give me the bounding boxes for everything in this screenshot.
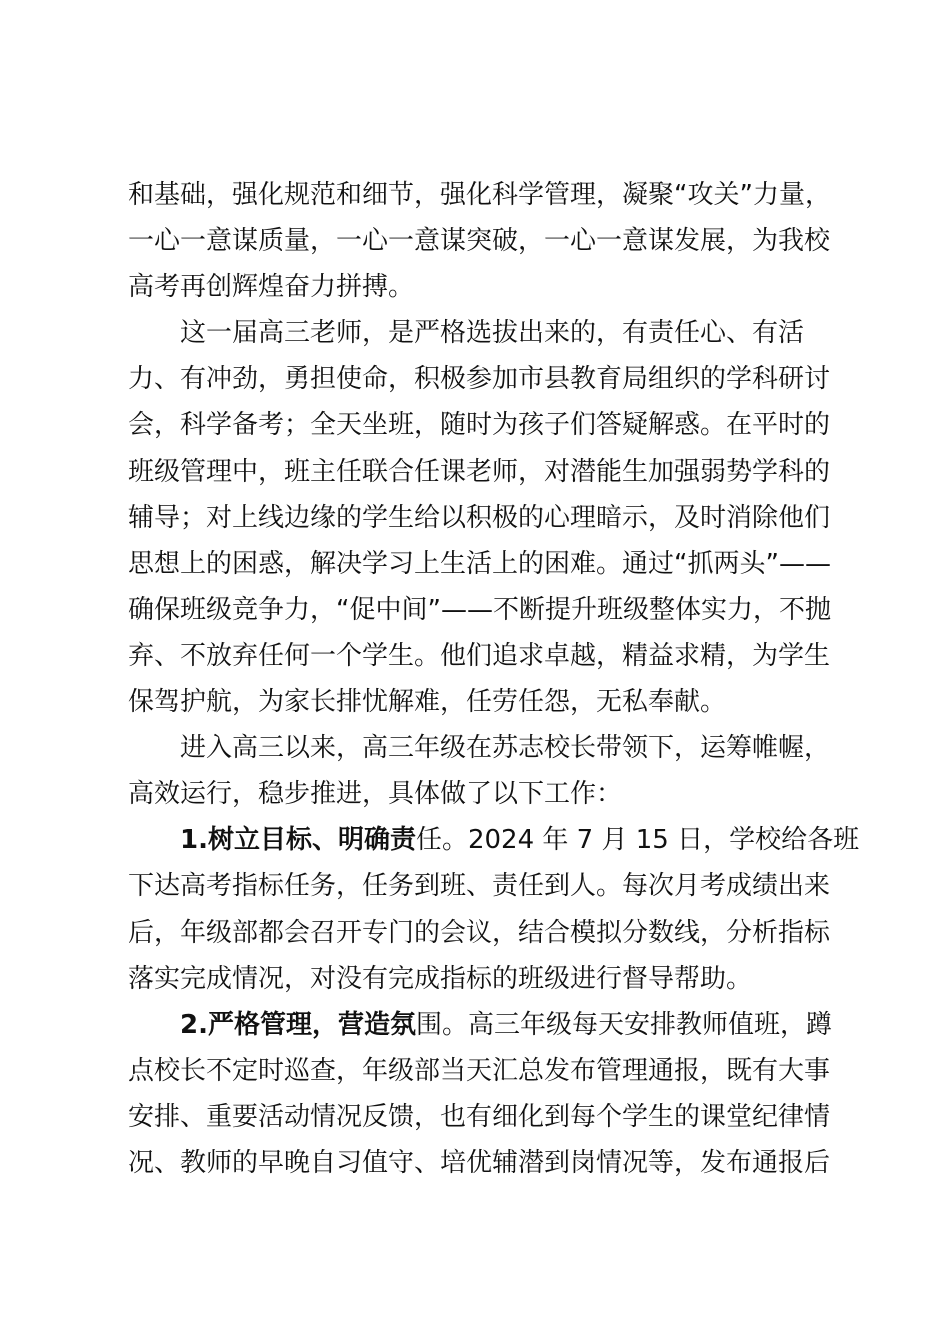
- text-line: [128, 817, 860, 863]
- document-body: [128, 172, 860, 1186]
- paragraph-intro-work: [128, 725, 831, 817]
- paragraph-item-1: [128, 817, 860, 1001]
- text-line: 下达高考指标任务，任务到班、责任到人。每次月考成绩出来: [128, 871, 831, 902]
- text-line: 高考再创辉煌奋力拼搏。: [128, 272, 415, 303]
- text-line: [128, 1002, 832, 1048]
- text-line: 力、有冲劲，勇担使命，积极参加市县教育局组织的学科研讨: [128, 364, 831, 395]
- text-line: 这一届高三老师，是严格选拔出来的，有责任心、有活: [180, 318, 805, 349]
- text-line: 点校长不定时巡查，年级部当天汇总发布管理通报，既有大事: [128, 1055, 831, 1086]
- text-line: 况、教师的早晚自习值守、培优辅潜到岗情况等，发布通报后: [128, 1147, 831, 1178]
- text-line: 确保班级竞争力，“促中间”——不断提升班级整体实力，不抛: [128, 594, 831, 625]
- text-line: 安排、重要活动情况反馈，也有细化到每个学生的课堂纪律情: [128, 1101, 831, 1132]
- text-line: 保驾护航，为家长排忧解难，任劳任怨，无私奉献。: [128, 687, 727, 718]
- text-line: 高效运行，稳步推进，具体做了以下工作：: [128, 779, 623, 810]
- text-line: 会，科学备考；全天坐班，随时为孩子们答疑解惑。在平时的: [128, 410, 831, 441]
- text-line: 和基础，强化规范和细节，强化科学管理，凝聚“攻关”力量，: [128, 180, 831, 210]
- text-line: 辅导；对上线边缘的学生给以积极的心理暗示，及时消除他们: [128, 502, 831, 533]
- text-line: 思想上的困惑，解决学习上生活上的困难。通过“抓两头”——: [128, 548, 831, 579]
- item-text: 任。2024 年 7 月 15 日，学校给各班: [415, 825, 860, 856]
- text-line: 进入高三以来，高三年级在苏志校长带领下，运筹帷幄，: [180, 733, 831, 764]
- paragraph-item-2: [128, 1002, 832, 1186]
- item-text: 围。高三年级每天安排教师值班，蹲: [415, 1009, 832, 1040]
- text-line: 班级管理中，班主任联合任课老师，对潜能生加强弱势学科的: [128, 456, 831, 487]
- item-heading: 1.树立目标、明确责: [180, 825, 416, 856]
- paragraph-continuation: [128, 172, 831, 310]
- text-line: 弃、不放弃任何一个学生。他们追求卓越，精益求精，为学生: [128, 640, 831, 671]
- text-line: 落实完成情况，对没有完成指标的班级进行督导帮助。: [128, 963, 753, 994]
- item-heading: 2.严格管理，营造氛: [180, 1009, 416, 1040]
- paragraph-teachers: [128, 310, 831, 725]
- text-line: 后，年级部都会召开专门的会议，结合模拟分数线，分析指标: [128, 917, 831, 948]
- text-line: 一心一意谋质量，一心一意谋突破，一心一意谋发展，为我校: [128, 226, 831, 257]
